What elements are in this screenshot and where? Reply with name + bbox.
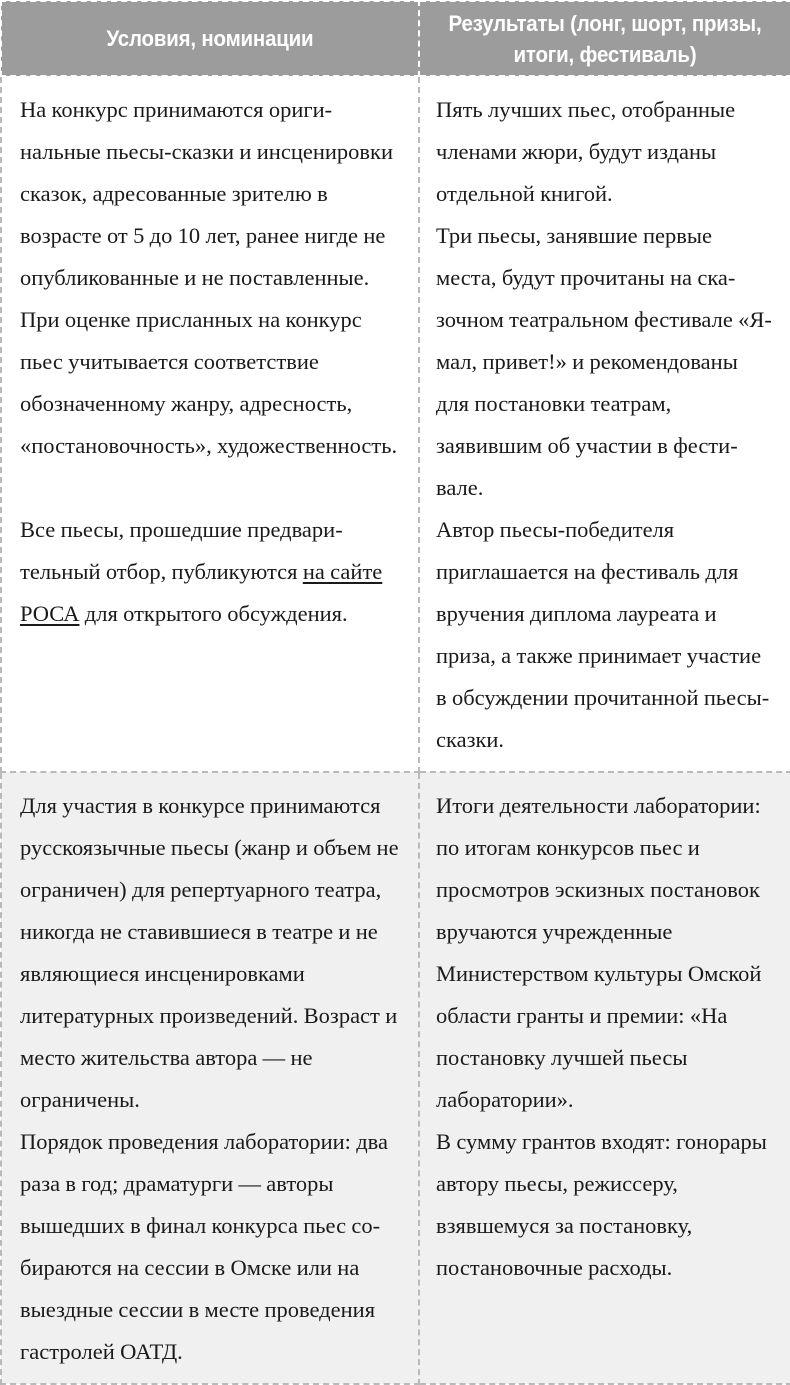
cell-results-row2 xyxy=(419,772,790,1384)
column-header-conditions xyxy=(1,1,419,76)
paragraph: Пять лучших пьес, отобранные членами жюри, будут изданы отдельной книгой. xyxy=(436,97,736,206)
paragraph: Три пьесы, занявшие первые места, будут прочитаны на сказочном театральном фестивале «Я-мал, привет!» и рекомендованы для постановки театрам, заявившим об участии в фестивале. xyxy=(436,223,772,500)
cell-results-row1 xyxy=(419,76,790,772)
paragraph: При оценке присланных на конкурс пьес учитывается соответствие обозначенному жанру, адресность, «постановочность», художественность. xyxy=(20,307,398,458)
paragraph: Порядок проведения лаборатории: два раза в год; драматурги — авторы вышедших в финал конкурса пьес собираются на сессии в Омске или на выездные сессии в месте проведения гастролей ОАТД. xyxy=(20,1129,388,1364)
paragraph: Для участия в конкурсе принимаются русскоязычные пьесы (жанр и объем не ограничен) для репертуарного театра, никогда не ставившиеся в театре и не являющиеся инсценировками литературных произведений. Возраст и место жительства автора — не ограничены. xyxy=(20,793,399,1112)
table-header-row xyxy=(1,1,790,76)
cell-content xyxy=(2,773,418,1383)
table-header xyxy=(1,1,790,76)
column-header-results-label: Результаты (лонг, шорт, призы, итоги, фестиваль) xyxy=(448,10,762,67)
text-before-link: Все пьесы, прошедшие предварительный отбор, публикуются xyxy=(20,517,343,584)
cell-content xyxy=(420,77,790,771)
column-header-results xyxy=(419,1,790,76)
column-header-conditions-label: Условия, номинации xyxy=(106,26,314,51)
table-row xyxy=(1,76,790,772)
rosa-site-link[interactable]: на сайте РОСА xyxy=(20,559,383,626)
text-after-link: для открытого обсуждения. xyxy=(79,601,348,626)
cell-conditions-row2 xyxy=(1,772,419,1384)
paragraph: Автор пьесы-победителя приглашается на фестиваль для вручения диплома лауреата и приза, а также принимает участие в обсуждении прочитанной пьесы-сказки. xyxy=(436,517,770,752)
cell-conditions-row1 xyxy=(1,76,419,772)
paragraph-with-link xyxy=(20,509,402,635)
table-row xyxy=(1,772,790,1384)
paragraph: На конкурс принимаются оригинальные пьесы-сказки и инсценировки сказок, адресованные зрителю в возрасте от 5 до 10 лет, ранее нигде не опубликованные и не поставленные. xyxy=(20,97,394,290)
table-body xyxy=(1,76,790,1384)
paragraph: Итоги деятельности лаборатории: по итогам конкурсов пьес и просмотров эскизных постановок вручаются учрежденные Министерством культуры Омской области гранты и премии: «На постановку лучшей пьесы лаборатории». xyxy=(436,793,762,1112)
paragraph: В сумму грантов входят: гонорары автору пьесы, режиссеру, взявшемуся за постановку, постановочные расходы. xyxy=(436,1129,767,1280)
cell-content xyxy=(420,773,790,1299)
cell-content xyxy=(2,77,418,645)
paragraph-spacer xyxy=(20,467,402,509)
